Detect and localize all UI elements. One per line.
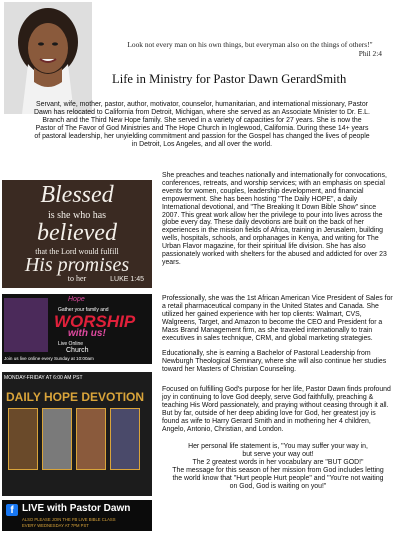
live-banner-sub2: EVERY WEDNESDAY AT 7PM PST — [22, 523, 89, 528]
sign-line-4: that the Lord would fulfill — [35, 247, 119, 256]
statement-line-4: The message for this season of her mission from God includes letting — [172, 466, 384, 474]
statement-line-3: The 2 greatest words in her vocabulary are "BUT GOD!" — [192, 458, 364, 466]
portrait-illustration — [4, 2, 92, 114]
quote-text: Look not every man on his own things, but everyman also on the things of others!" — [127, 40, 373, 49]
worship-ad-bottom: Join us live online every Sunday at 10:00am — [4, 356, 94, 361]
phone-2 — [42, 408, 72, 470]
statement-line-6: on God, God is waiting on you!" — [229, 482, 327, 490]
statement-line-2: but serve your way out! — [242, 450, 314, 458]
worship-ad-big2: with us! — [68, 328, 106, 339]
worship-ad-line1: Gather your family and — [58, 307, 109, 313]
ministry-paragraph: She preaches and teaches nationally and internationally for convocations, conferences, retreats, and worship services; with an emphasis on special events for women, couples, leadership development, and financial empowerment. She has been hosting "The Daily HOPE", a daily International devotional, and "The Breaking It Down Bible Show" since 2007. This great work allow her the privilege to pour into lives across the globe every day. These daily devotions are built on the back of her experiences in the mission fields of Africa, training in Jerusalem, building wells, hospitals, schools, and orphanages in Kenya, and writing for The Urban Flavor magazine, for their spiritual life division. She has also passionately worked with shelters for the abused and addicted for over 23 years. — [162, 172, 387, 266]
live-banner-sub1: ALSO PLEASE JOIN THE FB LIVE BIBLE CLASS — [22, 517, 116, 522]
devotion-ad-image — [2, 372, 152, 496]
devotion-ad-title: DAILY HOPE DEVOTION — [6, 390, 145, 404]
scripture-quote — [104, 40, 396, 58]
page-title: Life in Ministry for Pastor Dawn GerardSmith — [112, 72, 347, 86]
worship-ad-line2: Live Online — [58, 341, 84, 347]
worship-ad-photo — [4, 298, 48, 352]
blessed-sign-image — [2, 180, 152, 288]
phone-3 — [76, 408, 106, 470]
worship-ad-image — [2, 294, 152, 364]
quote-reference: Phil 2:4 — [358, 49, 382, 58]
sign-reference: LUKE 1:45 — [110, 276, 144, 283]
worship-ad-brand: Hope — [68, 296, 85, 303]
sign-line-promises: His promises — [24, 254, 130, 276]
sign-line-6: to her — [67, 274, 87, 283]
purpose-paragraph: Focused on fulfilling God's purpose for her life, Pastor Dawn finds profound joy in continuing to love God deeply, serve God faithfully, preaching & teaching His Word passionately, and praying without ceasing through it all. But by far, outside of her deep abiding love for God, her greatest joy is found as wife to Harry Gerard Smith and in mothering her 4 children, Angelo, Antonio, Christian, and London. — [162, 386, 391, 433]
statement-line-1: Her personal life statement is, "You may suffer your way in, — [188, 443, 368, 450]
phone-4 — [110, 408, 140, 470]
live-banner-title: LIVE with Pastor Dawn — [22, 503, 131, 514]
worship-ad-church: Church — [66, 347, 89, 354]
pastor-portrait — [4, 2, 92, 114]
education-paragraph: Educationally, she is earning a Bachelor of Pastoral Leadership from Newburgh Theological Seminary, where she will also continue her studies toward her Masters of Christian Counseling. — [162, 350, 387, 373]
facebook-icon: f — [6, 504, 18, 516]
intro-paragraph: Servant, wife, mother, pastor, author, motivator, counselor, humanitarian, and international missionary, Pastor Dawn has relocated to California from Detroit, Michigan, where she served as an Associate Minister to Dr. E.L. Branch and the Third New Hope family. She served in a variety of capacities for 27 years. She is now the Pastor of The Favor of God Ministries and The Hope Church in Inglewood, California. During these 14+ years of pastoral leadership, her unyielding commitment and passion for the Gospel has changed the lives of people in Detroit, Los Angeles, and all over the world. — [34, 101, 370, 148]
live-banner-image — [2, 500, 152, 531]
devotion-ad-top: MONDAY-FRIDAY AT 6:00 AM PST — [4, 375, 83, 381]
life-statement-paragraph — [162, 443, 394, 490]
worship-ad-big1: WORSHIP — [54, 312, 136, 331]
phone-1 — [8, 408, 38, 470]
sign-line-believed: believed — [37, 220, 117, 246]
statement-line-5: the world know that "Hurt people Hurt people" and "You're not waiting — [172, 474, 384, 482]
sign-line-blessed: Blessed — [40, 182, 114, 208]
professional-paragraph: Professionally, she was the 1st African American Vice President of Sales for a retail pharmaceutical company in the United States and Canada. She utilized her gained experience with her top clients: Walmart, CVS, Walgreens, Target, and Amazon to become the CEO and President for a Mass Brand Management firm, as she traveled internationally to train executives in sales technique, CRM, and global marketing strategies. — [162, 295, 393, 342]
sign-line-2: is she who has — [47, 210, 107, 221]
